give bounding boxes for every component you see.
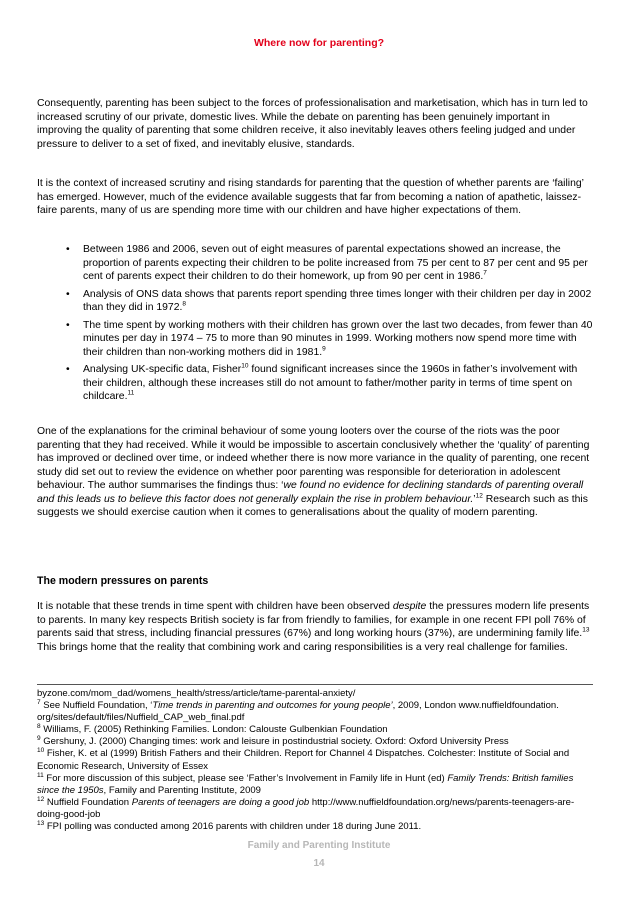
footnote-ref: 9	[322, 345, 326, 353]
section-heading: The modern pressures on parents	[37, 575, 209, 587]
footnote-continued: byzone.com/mom_dad/womens_health/stress/article/tame-parental-anxiety/	[37, 688, 356, 699]
footnote-number: 11	[37, 771, 44, 779]
footer-organisation: Family and Parenting Institute	[247, 840, 391, 851]
paragraph-text-part: It is notable that these trends in time spent with children have been observed	[37, 601, 393, 612]
footnote-ref: 10	[241, 362, 249, 370]
bullet-icon: •	[66, 288, 70, 300]
bullet-text: Analysis of ONS data shows that parents report spending three times longer with their children per day in 2002 than they did in 1972.	[83, 288, 592, 313]
bullet-text: found significant increases since the 1960s in father’s involvement with their children, although these increases still do not amount to father/mother parity in terms of time spent on childcare.	[83, 364, 578, 402]
footnote-ref: 7	[483, 269, 487, 277]
paragraph-failing-parents	[37, 177, 597, 218]
footnote-text: Nuffield Foundation	[44, 796, 132, 808]
bullet-text: The time spent by working mothers with their children has grown over the last two decades, from fewer than 40 minutes per day in 1974 – 75 to more than 90 minutes in 1999. Working mothers now spend more time with their children than non-working mothers did in 1981.	[83, 319, 593, 358]
footnote-number: 10	[37, 747, 45, 755]
paragraph-text: Consequently, parenting has been subject to the forces of professionalisation and marketisation, which has in turn led to increased scrutiny of our private, domestic lives. While the debate on parenting has been genuinely important in improving the quality of parenting that some children receive, it also inevitably leaves others feeling judged and under pressure to deliver to a set of fixed, and inevitably elusive, standards.	[37, 98, 588, 150]
footnote-number: 13	[37, 819, 45, 827]
footnote-13	[37, 821, 597, 833]
footnote-title: Parents of teenagers are doing a good job	[131, 796, 310, 808]
footnote-link[interactable]: http://www.nuffieldfoundation.org/news/parents-teenagers-are-doing-good-job	[37, 796, 575, 820]
footnote-11	[37, 773, 597, 797]
bullet-icon: •	[66, 319, 70, 331]
footnote-text: , Family and Parenting Institute, 2009	[103, 784, 261, 796]
paragraph-professionalisation	[37, 97, 597, 151]
footnote-text: See Nuffield Foundation, ‘	[40, 700, 153, 712]
paragraph-text	[37, 600, 597, 654]
paragraph-text-part: This brings home that the reality that combining work and caring responsibilities is a very real challenge for families.	[37, 641, 568, 653]
page-number: 14	[313, 858, 325, 869]
paragraph-text	[37, 425, 597, 520]
footnote-ref: 12	[475, 492, 483, 500]
quote-close: ’	[473, 493, 476, 505]
footnote-text: , 2009, London www.nuffieldfoundation. org/sites/default/files/Nuffield_CAP_web_final.pdf	[37, 700, 559, 724]
footnote-text: For more discussion of this subject, please see ‘Father’s Involvement in Family life in Hunt (ed)	[43, 772, 448, 784]
bullet-icon: •	[66, 244, 70, 255]
paragraph-text-part: Research such as this suggests we should exercise caution when it comes to generalisations about the quality of modern parenting.	[37, 493, 588, 518]
footnote-ref: 8	[182, 300, 186, 308]
bullet-text: Analysing UK-specific data, Fisher	[83, 364, 242, 375]
paragraph-text-part: One of the explanations for the criminal behaviour of some young looters over the course of the riots was the poor parenting that they had received. While it would be impossible to ascertain conclusively whether the ‘quality’ of parenting has improved or declined over time, or indeed whether there is now more variance in the quality of parenting, one recent study did set out to review the evidence on whether poor parenting was responsible for deterioration in adolescent behaviour. The author summarises the findings thus: ‘	[37, 426, 590, 491]
footnote-8	[37, 724, 597, 736]
paragraph-modern-pressures	[37, 600, 597, 654]
footnote-number: 7	[37, 698, 41, 706]
footnote-number: 12	[37, 795, 45, 803]
bullet-icon: •	[66, 364, 70, 375]
footnote-10	[37, 748, 597, 772]
footnote-number: 9	[37, 735, 41, 743]
footnote-title: Family Trends: British families since the 1950s	[37, 772, 574, 796]
list-item	[37, 243, 597, 284]
footnote-7	[37, 700, 597, 724]
paragraph-riots-parenting	[37, 425, 597, 520]
paragraph-text: It is the context of increased scrutiny and rising standards for parenting that the question of whether parents are ‘failing’ has emerged. However, much of the evidence available suggests that far from becoming a nation of apathetic, laissez-faire parents, many of us are spending more time with our children and have higher expectations of them.	[37, 178, 584, 216]
footnote-text: Gershuny, J. (2000) Changing times: work and leisure in postindustrial society. Oxford: Oxford University Press	[40, 736, 509, 748]
footnote-text: Williams, F. (2005) Rethinking Families. London: Calouste Gulbenkian Foundation	[40, 724, 388, 736]
bullet-text: Between 1986 and 2006, seven out of eight measures of parental expectations showed an increase, the proportion of parents expecting their children to be polite increased from 75 per cent to 87 per cent and 95 per cent of parents expect their children to do their homework, up from 90 per cent in 1986.	[83, 244, 588, 282]
list-item	[37, 319, 597, 360]
page-header-title: Where now for parenting?	[253, 37, 385, 49]
footnotes	[37, 688, 597, 833]
paragraph-text-part: the pressures modern life presents to parents. In many key respects British society is far from friendly to families, for example in one recent FPI poll 76% of parents said that stress, including financial pressures (67%) and long working hours (37%), are undermining family life.	[37, 601, 590, 639]
footnote-text: FPI polling was conducted among 2016 parents with children under 18 during June 2011.	[44, 821, 422, 833]
footnote-divider	[37, 684, 593, 685]
footnote-ref: 11	[127, 389, 135, 397]
footnote-text: Fisher, K. et al (1999) British Fathers and their Children. Report for Channel 4 Dispatches. Colchester: Institute of Social and Economic Research, University of Essex	[37, 748, 570, 772]
footnote-ref: 13	[582, 626, 590, 634]
evidence-bullet-list	[37, 243, 597, 408]
quote-text: we found no evidence for declining standards of parenting overall and this leads us to believe this factor does not generally explain the rise in problem behaviour.	[37, 480, 584, 505]
emphasis-text: despite	[392, 601, 427, 612]
footnote-12	[37, 797, 597, 821]
footnote-9	[37, 736, 597, 748]
footnote-title: Time trends in parenting and outcomes for young people’	[152, 700, 393, 712]
footnote-number: 8	[37, 723, 41, 731]
list-item	[37, 288, 597, 315]
list-item	[37, 363, 597, 404]
